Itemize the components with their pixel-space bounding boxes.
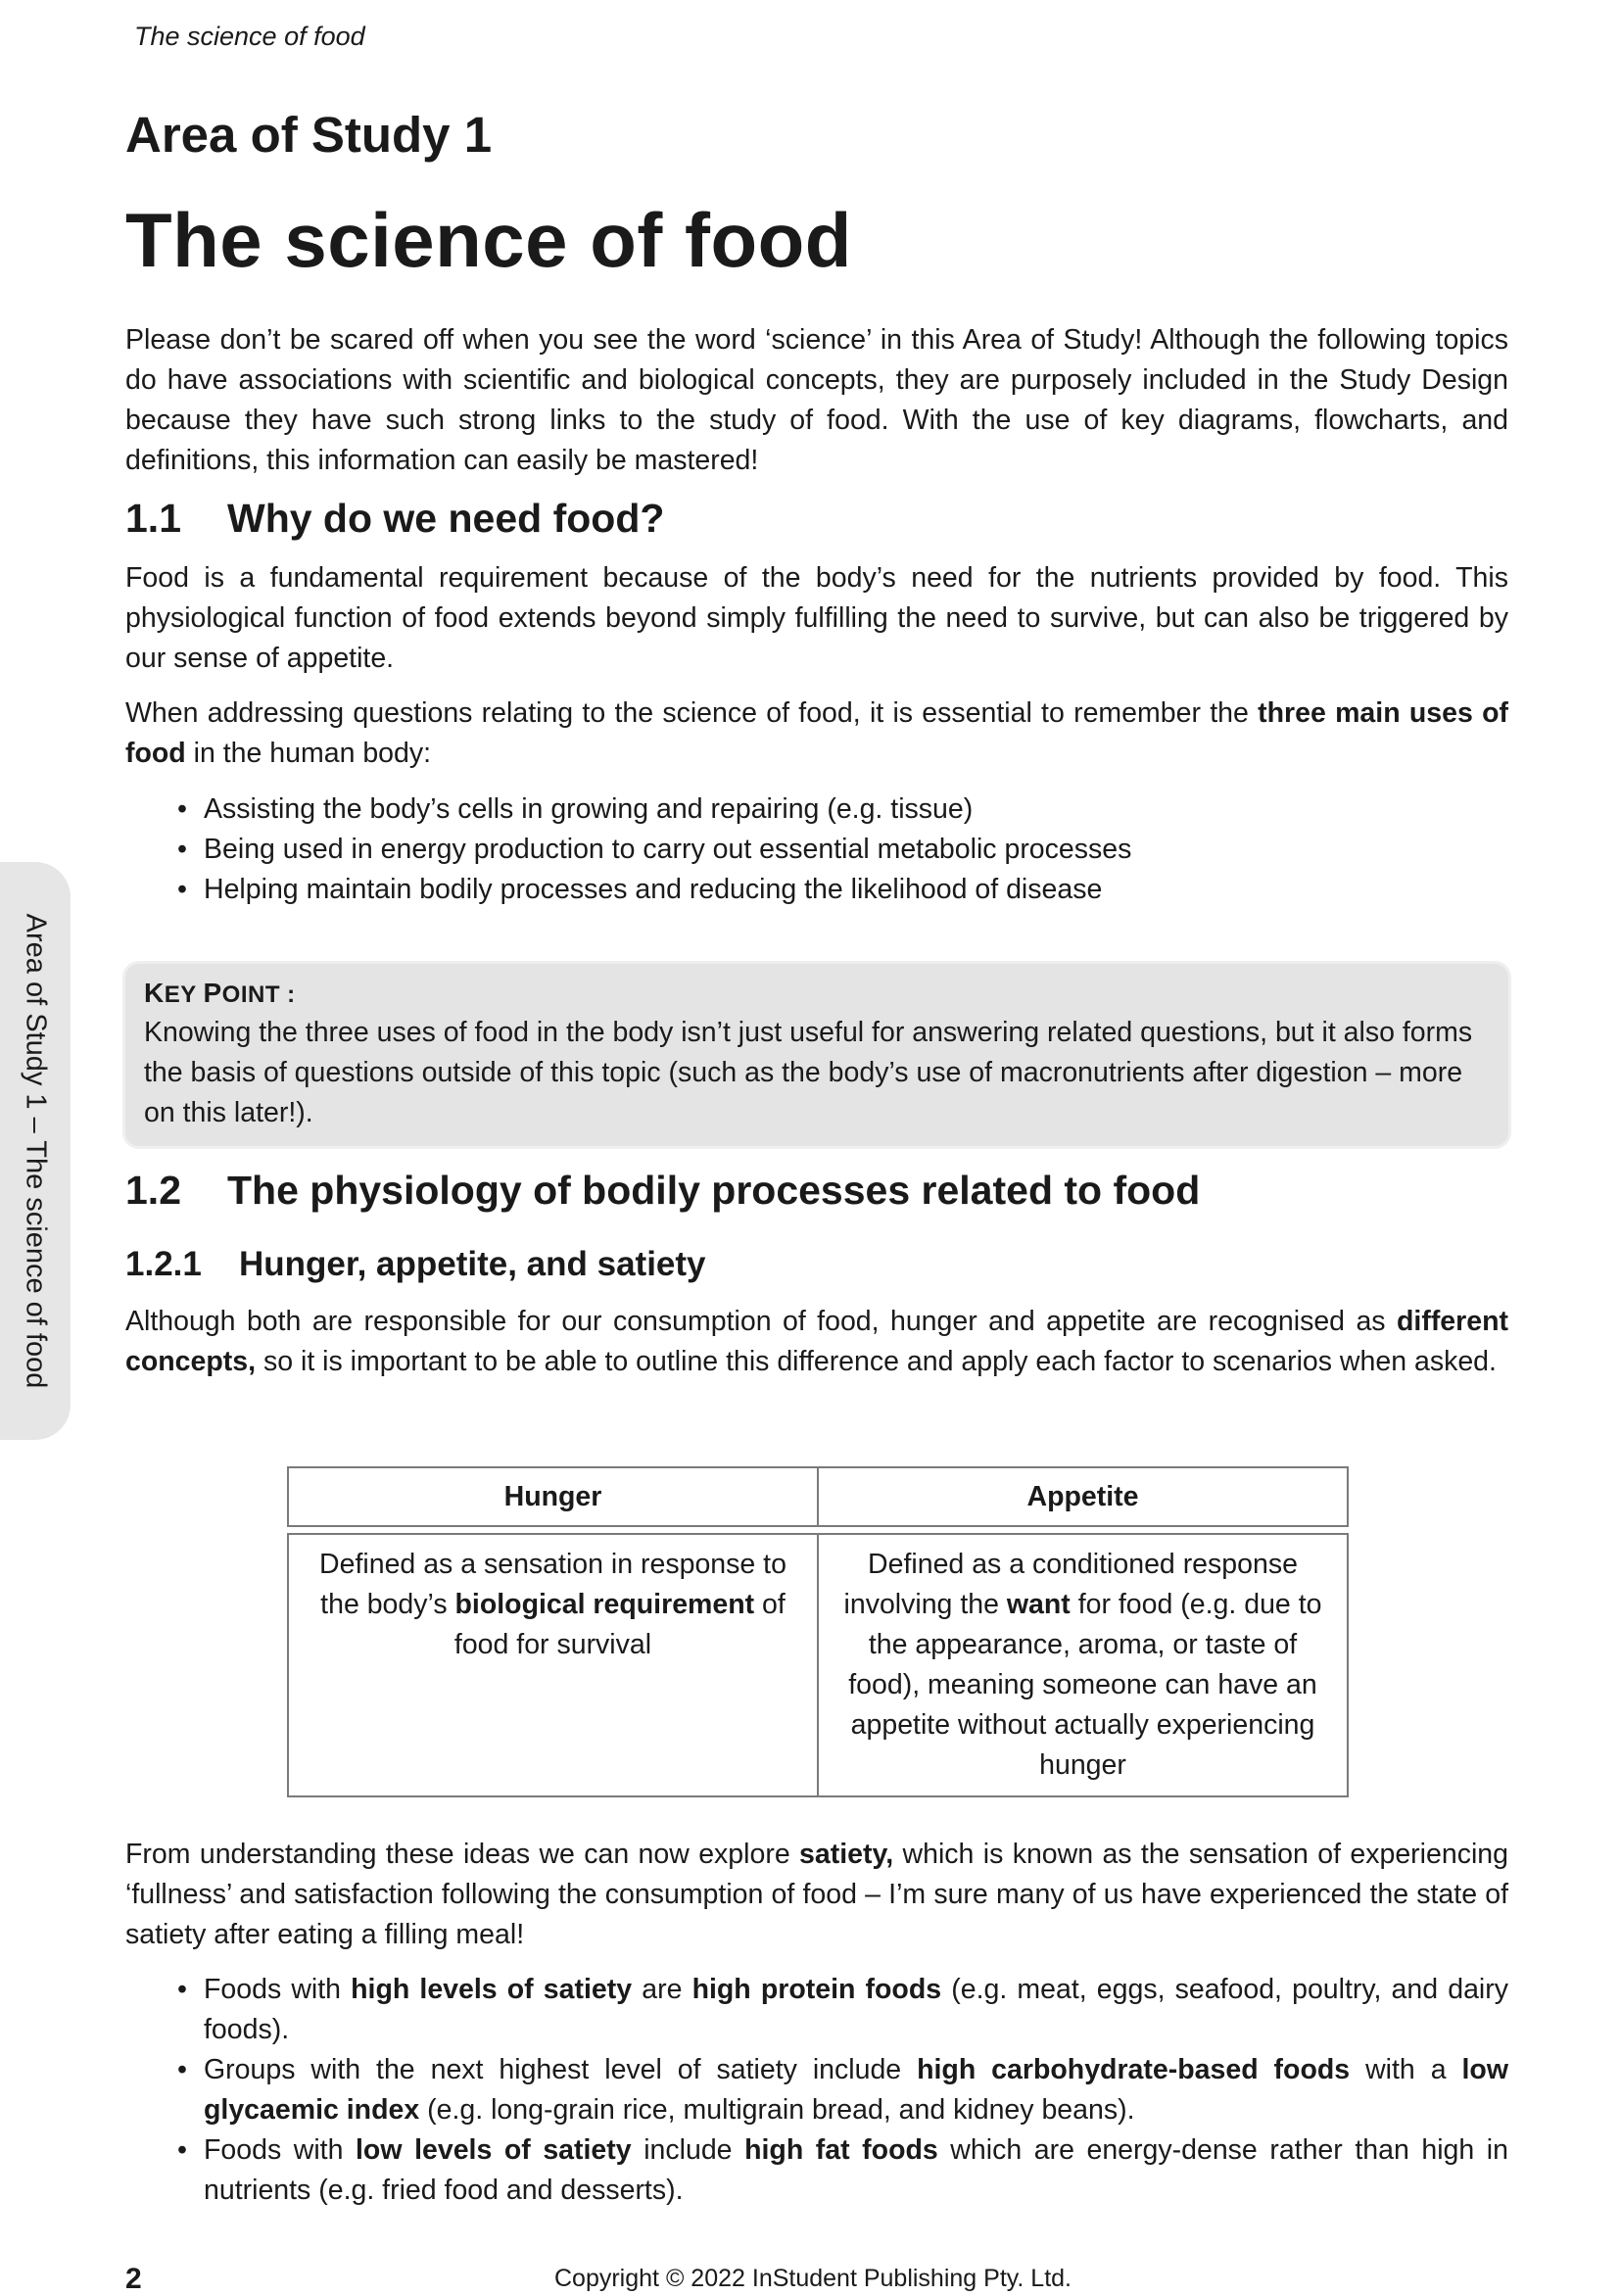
key-point-box (125, 964, 1508, 1146)
section-1-1-heading (125, 496, 1508, 542)
section-title: Hunger, appetite, and satiety (239, 1245, 706, 1283)
list-item (125, 1970, 1508, 2050)
text-run: (e.g. long-grain rice, multigrain bread, and kidney beans). (419, 2094, 1135, 2126)
text-run: Groups with the next highest level of satiety include (204, 2054, 918, 2085)
table-header-row (288, 1467, 1348, 1526)
bold-text: different concepts, (125, 1306, 1508, 1377)
section-1-2-1-heading (125, 1245, 1508, 1284)
running-header: The science of food (134, 22, 365, 51)
area-of-study-label: Area of Study 1 (125, 107, 493, 163)
text-run: When addressing questions relating to the science of food, it is essential to remember the (125, 697, 1259, 729)
text-run: Defined as a sensation in response to the body’s (319, 1549, 786, 1620)
text-run: so it is important to be able to outline this difference and apply each factor to scenarios when asked. (256, 1346, 1497, 1377)
bold-text: three main uses of food (125, 697, 1508, 769)
intro-paragraph: Please don’t be scared off when you see the word ‘science’ in this Area of Study! Although the following topics do have associations with scientific and biological concepts, they are purposely included in the Study Design because they have such strong links to the study of food. With the use of key diagrams, flowcharts, and definitions, this information can easily be mastered! (125, 324, 1508, 476)
label-part: P (203, 978, 222, 1008)
page-title: The science of food (125, 197, 852, 283)
text-run: are (632, 1974, 692, 2005)
table-header-hunger: Hunger (288, 1467, 818, 1526)
text-run: which are energy-dense rather than high in nutrients (e.g. fried food and desserts). (204, 2134, 1508, 2206)
table-row (288, 1534, 1348, 1796)
section-1-2-1-paragraph (125, 1302, 1508, 1382)
text-run: Although both are responsible for our consumption of food, hunger and appetite are recognised as (125, 1306, 1397, 1337)
hunger-appetite-table (287, 1466, 1349, 1797)
list-item (125, 2050, 1508, 2130)
text-run: Foods with (204, 2134, 357, 2166)
bold-text: high fat foods (744, 2134, 938, 2166)
text-run: for food (e.g. due to the appearance, aroma, or taste of food), meaning someone can have an appetite without actually experiencing hunger (848, 1589, 1322, 1781)
satiety-list (125, 1970, 1508, 2211)
list-item: • Helping maintain bodily processes and reducing the likelihood of disease (125, 870, 1508, 910)
bold-text: satiety, (799, 1839, 894, 1870)
label-part: K (144, 978, 165, 1008)
section-1-2-heading (125, 1168, 1508, 1214)
text-run: of food for survival (453, 1589, 786, 1660)
bold-text: high levels of satiety (351, 1974, 633, 2005)
bold-text: low levels of satiety (356, 2134, 632, 2166)
gap-cell (818, 1526, 1348, 1534)
section-title: The physiology of bodily processes related to food (227, 1168, 1201, 1213)
text-run: which is known as the sensation of experiencing ‘fullness’ and satisfaction following the consumption of food – I’m sure many of us have experienced the state of satiety after eating a filling meal! (125, 1839, 1508, 1950)
text-run: Defined as a conditioned response involving the (843, 1549, 1298, 1620)
gap-cell (288, 1526, 818, 1534)
satiety-paragraph (125, 1835, 1508, 1955)
label-part: OINT : (221, 981, 296, 1008)
section-number: 1.1 (125, 496, 181, 541)
bold-text: biological requirement (454, 1589, 755, 1620)
text-run: in the human body: (185, 738, 432, 769)
bold-text: high carbohydrate-based foods (917, 2054, 1351, 2085)
list-item (125, 2130, 1508, 2211)
bold-text: high protein foods (691, 1974, 942, 2005)
section-number: 1.2.1 (125, 1245, 202, 1283)
section-title: Why do we need food? (227, 496, 665, 541)
text-run: Foods with (204, 1974, 352, 2005)
table-gap-row (288, 1526, 1348, 1534)
text-run: (e.g. meat, eggs, seafood, poultry, and dairy foods). (204, 1974, 1509, 2045)
table-cell-appetite (818, 1534, 1348, 1796)
key-point-text: Knowing the three uses of food in the body isn’t just useful for answering related questions, but it also forms the basis of questions outside of this topic (such as the body’s use of macronutrients after digestion – more on this later!). (144, 1017, 1473, 1128)
list-item: • Being used in energy production to carry out essential metabolic processes (125, 830, 1508, 870)
section-1-1-paragraph-1: Food is a fundamental requirement because of the body’s need for the nutrients provided by food. This physiological function of food extends beyond simply fulfilling the need to survive, but can also be triggered by our sense of appetite. (125, 562, 1508, 674)
bold-text: low glycaemic index (204, 2054, 1508, 2126)
label-part: EY (164, 981, 204, 1008)
uses-of-food-list (125, 789, 1508, 910)
bold-text: want (1006, 1589, 1071, 1620)
table-cell-hunger (288, 1534, 818, 1796)
page-number: 2 (125, 2263, 142, 2295)
table-header-appetite: Appetite (818, 1467, 1348, 1526)
section-number: 1.2 (125, 1168, 181, 1213)
text-run: with a (1350, 2054, 1462, 2085)
text-run: From understanding these ideas we can now explore (125, 1839, 800, 1870)
side-tab-label: Area of Study 1 – The science of food (20, 913, 52, 1389)
copyright-notice: Copyright © 2022 InStudent Publishing Pty. Ltd. (554, 2265, 1072, 2292)
list-item: • Assisting the body’s cells in growing and repairing (e.g. tissue) (125, 789, 1508, 830)
key-point-label (144, 978, 296, 1009)
text-run: include (631, 2134, 745, 2166)
section-1-1-paragraph-2 (125, 694, 1508, 774)
